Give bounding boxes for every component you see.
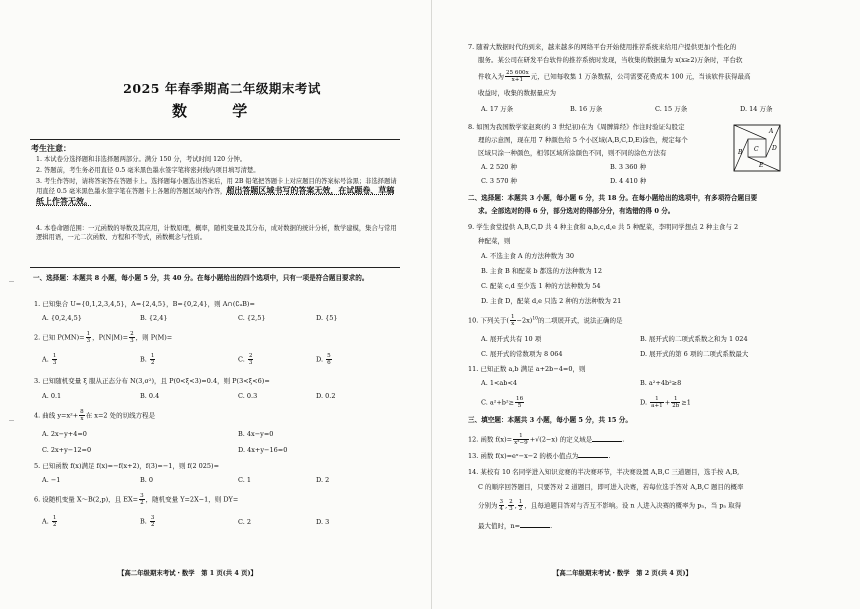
question-6: 6. 设随机变量 X～B(2,p)，且 EX= $\frac{3}{2}$ ，随机变量 Y=2X−1，则 DY= (34, 493, 239, 506)
q7-option-b: B. 16 万条 (570, 105, 603, 113)
scan-mark (9, 281, 14, 282)
q10-option-a: A. 展开式共有 10 项 (481, 335, 542, 343)
question-14-line-1: 14. 某校有 10 名同学进入知识竞赛的半决赛环节，半决赛设置 A,B,C 三道题目，选手按 A,B, (468, 468, 740, 476)
q9-option-c: C. 配菜 c,d 至少选 1 种的方法种数为 54 (481, 282, 601, 290)
q10-option-b: B. 展开式的二项式系数之和为 1 024 (640, 335, 748, 343)
answer-blank[interactable] (520, 527, 550, 528)
notice-rule-top (30, 139, 400, 140)
q3-option-c: C. 0.3 (238, 392, 258, 400)
q9-option-b: B. 主食 B 和配菜 b 都选的方法种数为 12 (481, 267, 602, 275)
q10-option-d: D. 展开式的第 6 项的二项式系数最大 (640, 350, 749, 358)
region-label-a: A (769, 128, 774, 135)
fraction: $\frac{2}{3}$ (130, 331, 134, 344)
q11-option-b: B. a²+4b²≥8 (640, 379, 682, 387)
region-label-b: B (738, 149, 743, 156)
q8-option-d: D. 4 410 种 (610, 177, 647, 185)
q5-option-d: D. 2 (316, 476, 330, 484)
question-7-line-2: 服务。某公司在研发平台软件的推荐系统时发现，当收集的数据量为 x(x≥2)万条时，平台软 (478, 56, 743, 64)
question-7-line-4: 收益时，收集的数据量应为 (478, 89, 556, 97)
page-footer: 【高二年级期末考试・数学 第 1 页(共 4 页)】 (118, 569, 257, 577)
answer-blank[interactable] (592, 441, 622, 442)
section-2-heading-line-2: 求。全部选对的得 6 分，部分选对的得部分分，有选错的得 0 分。 (478, 207, 675, 215)
q9-option-a: A. 不选主食 A 的方法种数为 30 (481, 252, 574, 260)
q2-option-a: A. $\frac{1}{3}$ (42, 353, 57, 366)
page-footer: 【高二年级期末考试・数学 第 2 页(共 4 页)】 (553, 569, 692, 577)
q3-option-d: D. 0.2 (316, 392, 336, 400)
question-8-line-3: 区域只涂一种颜色，相邻区域所涂颜色不同，则不同的涂色方法有 (478, 149, 667, 157)
notice-heading: 考生注意： (31, 143, 71, 153)
region-label-e: E (759, 162, 764, 169)
q9-option-d: D. 主食 D，配菜 d,e 只选 2 种的方法种数为 21 (481, 297, 622, 305)
q8-option-b: B. 3 360 种 (610, 163, 647, 171)
q1-option-a: A. {0,2,4,5} (42, 314, 82, 322)
q11-option-a: A. 1<ab<4 (481, 379, 518, 387)
question-7-line-3: 件收入为 $\frac{25 600x}{x+1}$ 元，已知每收集 1 万条数据，公司需要花费成本 100 元，当该软件获得最高 (478, 70, 751, 83)
q11-option-c: C. a²+b²≥ $\frac{16}{5}$ (481, 396, 524, 409)
section-2-heading-line-1: 二、选择题：本题共 3 小题，每小题 6 分，共 18 分。在每小题给出的选项中，有多项符合题目要 (468, 194, 758, 202)
answer-blank[interactable] (578, 457, 608, 458)
question-1: 1. 已知集合 U={0,1,2,3,4,5}，A={2,4,5}，B={0,2,4}，则 A∩(∁ᵤB)= (34, 300, 255, 308)
scan-mark (9, 420, 14, 421)
q4-option-b: B. 4x−y=0 (238, 430, 274, 438)
q5-option-c: C. 1 (238, 476, 252, 484)
q4-option-d: D. 4x+y−16=0 (238, 446, 288, 454)
q2-option-b: B. $\frac{1}{2}$ (140, 353, 155, 366)
q5-option-b: B. 0 (140, 476, 154, 484)
question-7-line-1: 7. 随着大数据时代的到来，越来越多的网络平台开始使用推荐系统来给用户提供更加个性化的 (468, 43, 737, 51)
q11-option-d: D. $\frac{1}{a+1}$ + $\frac{1}{2b}$ ≥1 (640, 396, 691, 409)
q4-option-a: A. 2x−y+4=0 (42, 430, 87, 438)
q3-option-a: A. 0.1 (42, 392, 62, 400)
q6-option-c: C. 2 (238, 518, 252, 526)
q6-option-d: D. 3 (316, 518, 330, 526)
q3-option-b: B. 0.4 (140, 392, 160, 400)
q1-option-d: D. {5} (316, 314, 338, 322)
notice-item-3: 3. 考生作答时，请将答案答在答题卡上。选择题每小题选出答案后，用 2B 铅笔把答题卡上对应题目的答案标号涂黑；非选择题请用直径 0.5 毫米黑色墨水签字笔在答题卡上各题的答题区域内作答，超出答题区域书写的答案无效，在试题卷、草稿纸上作答无效。 (36, 178, 397, 206)
question-8-line-1: 8. 如图为我国数学家赵爽(约 3 世纪初)在为《周髀算经》作注时验证勾股定 (468, 123, 685, 131)
q4-option-c: C. 2x+y−12=0 (42, 446, 92, 454)
question-9-line-1: 9. 学生食堂提供 A,B,C,D 共 4 种主食和 a,b,c,d,e 共 5 种配菜，李明同学想点 2 种主食与 2 (468, 223, 739, 231)
question-4: 4. 曲线 y=x²+ $\frac{8}{x}$ 在 x=2 处的切线方程是 (34, 409, 156, 422)
question-10: 10. 下列关于( $\frac{1}{x}$ −2x)$^{10}$的二项展开式，说法正确的是 (468, 314, 623, 327)
question-13: 13. 函数 f(x)=eˣ−x−2 的极小值点为 . (468, 452, 611, 460)
question-8-line-2: 理的示意图，现在用 7 种颜色给 5 个小区域(A,B,C,D,E)涂色，规定每个 (478, 136, 688, 144)
q7-option-c: C. 15 万条 (655, 105, 688, 113)
notice-item-1: 1. 本试卷分选择题和非选择题两部分。满分 150 分，考试时间 120 分钟。 (36, 156, 247, 163)
q5-option-a: A. −1 (42, 476, 61, 484)
notice-item-2: 2. 答题前，考生务必用直径 0.5 毫米黑色墨水签字笔将密封线内项目填写清楚。 (36, 167, 260, 174)
q6-option-b: B. $\frac{3}{2}$ (140, 515, 155, 528)
q7-option-a: A. 17 万条 (481, 105, 514, 113)
question-14-line-4: 最大值时，n= . (478, 522, 553, 530)
question-12: 12. 函数 f(x)= $\frac{1}{\text{x²−9}}$ +√(2−x) 的定义域是 . (468, 433, 625, 446)
question-11: 11. 已知正数 a,b 满足 a+2b−4=0，则 (468, 365, 586, 373)
region-label-c: C (754, 146, 759, 153)
section-1-heading: 一、选择题：本题共 8 小题，每小题 5 分，共 40 分。在每小题给出的四个选项中，只有一项是符合题目要求的。 (33, 274, 369, 282)
q2-option-c: C. $\frac{2}{3}$ (238, 353, 253, 366)
question-14-line-3: 分别为 $\frac{3}{4}$ , $\frac{2}{3}$ , $\frac{1}{2}$ ，且每道题目答对与否互不影响。设 n 人进入决赛的概率为 pₙ，当 pₙ 取得 (478, 499, 742, 512)
question-2: 2. 已知 P(MN)= $\frac{1}{3}$ ，P(N|M)= $\frac{2}{3}$ ，则 P(M)= (34, 331, 173, 344)
notice-item-4: 4. 本卷命题范围：一元函数的导数及其应用，计数原理，概率，随机变量及其分布，成对数据的统计分析，数学建模，集合与常用逻辑用语，一元二次函数、方程和不等式，函数概念与性质。 (36, 225, 397, 242)
q8-option-c: C. 3 570 种 (481, 177, 518, 185)
q2-option-d: D. $\frac{5}{6}$ (316, 353, 331, 366)
fraction: $\frac{1}{3}$ (86, 331, 91, 344)
section-3-heading: 三、填空题：本题共 3 小题，每小题 5 分，共 15 分。 (468, 416, 632, 424)
subject-title: 数 学 (172, 102, 268, 120)
question-9-line-2: 种配菜，则 (478, 237, 511, 245)
zhao-shuang-figure (733, 124, 781, 172)
question-5: 5. 已知函数 f(x)满足 f(x)=−f(x+2)，f(3)=−1，则 f(2 025)= (34, 462, 220, 470)
question-14-line-2: C 的顺序回答题目，只要答对 2 道题目，即可进入决赛，若每位选手答对 A,B,C 题目的概率 (478, 483, 744, 491)
q1-option-b: B. {2,4} (140, 314, 168, 322)
q1-option-c: C. {2,5} (238, 314, 266, 322)
notice-emphasis: 超出答题区域书写的答案无效，在试题卷、草稿纸上作答无效。 (36, 185, 395, 206)
region-label-d: D (772, 145, 777, 152)
q6-option-a: A. $\frac{1}{2}$ (42, 515, 57, 528)
exam-title: 2025 年春季期高二年级期末考试 (123, 81, 321, 96)
question-3: 3. 已知随机变量 ξ 服从正态分布 N(3,σ²)，且 P(0<ξ<3)=0.4，则 P(3<ξ<6)= (34, 377, 270, 385)
q8-option-a: A. 2 520 种 (481, 163, 518, 171)
q10-option-c: C. 展开式的常数项为 8 064 (481, 350, 563, 358)
q7-option-d: D. 14 万条 (740, 105, 773, 113)
notice-rule-bottom (30, 267, 400, 268)
